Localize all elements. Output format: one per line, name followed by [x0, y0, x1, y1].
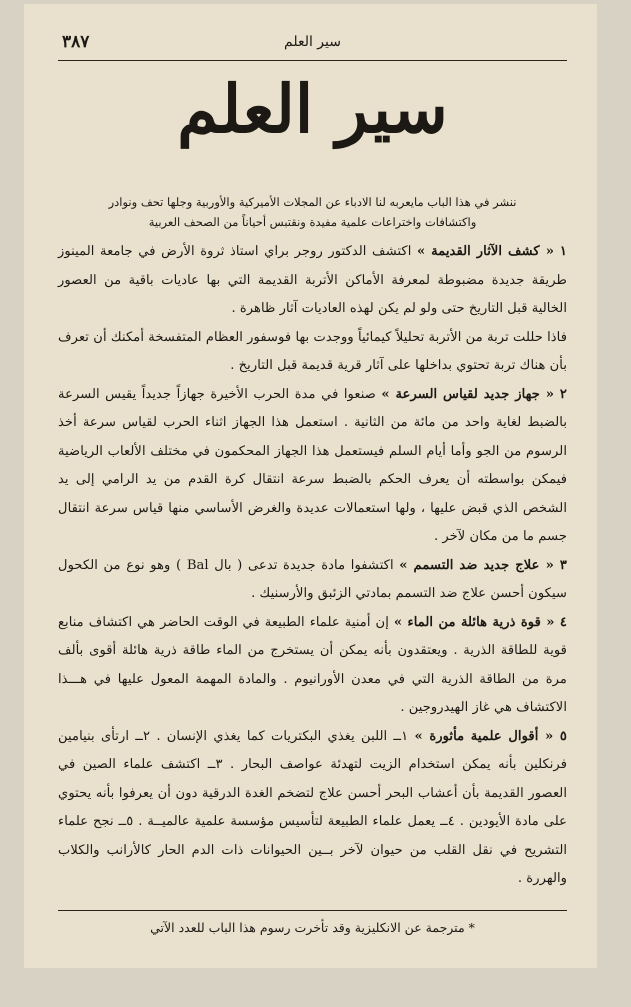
page-header: [58, 4, 567, 62]
section-logo-title: سير العلم: [177, 70, 448, 148]
footnote-rule: [58, 910, 567, 911]
paragraph-5-heading: ٤ « قوة ذرية هائلة من الماء »: [393, 614, 568, 630]
section-logo: [58, 62, 567, 192]
paragraph-3-heading: ٢ « جهاز جديد لقياس السرعة »: [381, 386, 567, 402]
article-body: [58, 238, 567, 894]
paragraph-5-text: إن أمنية علماء الطبيعة في الوقت الحاضر هي اكتشاف منابع قوية للطاقة الذرية . ويعتقدون بأنه يمكن أن يستخرج من الماء طاقة ذرية هائلة أقوى بألف مرة من الطاقة الذرية التي في معدن الأورانيوم . والمادة المهمة المعول عليها في هـــذا الاكتشاف هي غاز الهيدروجين .: [58, 614, 567, 715]
paragraph-6: [58, 723, 567, 894]
footnote: * مترجمة عن الانكليزية وقد تأخرت رسوم هذا الباب للعدد الآتي: [150, 919, 475, 935]
paragraph-1-heading: ١ « كشف الآثار القديمة »: [416, 244, 567, 259]
running-head: سير العلم: [284, 34, 341, 50]
section-intro: [58, 192, 567, 232]
paragraph-4-text: اكتشفوا مادة جديدة تدعى ( بال Bal ) وهو نوع من الكحول سيكون أحسن علاج ضد التسمم بمادتي الزئبق والأرسنيك .: [58, 557, 567, 601]
paragraph-6-text: ١ــ اللبن يغذي البكتريات كما يغذي الإنسان . ٢ــ ارتأى بنيامين فرنكلين بأنه يمكن استخدام الزيت لتهدئة عواصف البحار . ٣ــ اكتشف علماء الصين في العصور القديمة بأن أعشاب البحر أحسن علاج لتضخم الغدة الدرقية دون أن يعرفوا بأنه يحتوي على مادة الأيودين . ٤ــ يعمل علماء الطبيعة لتأسيس مؤسسة علمية عالميــة . ٥ــ نجح علماء التشريح في نقل القلب من حيوان لآخر بــين الحيوانات ذات الدم الحار كالأرانب والكلاب والهررة .: [58, 728, 567, 886]
intro-line-2: واكتشافات واختراعات علمية مفيدة ونقتبس أحياناً من الصحف العربية: [148, 215, 477, 229]
paragraph-4: [58, 552, 567, 609]
paragraph-6-heading: ٥ « أقوال علمية مأثورة »: [414, 728, 567, 744]
page-number: ٣٨٧: [62, 32, 90, 52]
paragraph-5: [58, 609, 567, 723]
paragraph-2: [58, 324, 567, 381]
paragraph-2-text: فاذا حللت تربة من الأتربة تحليلاً كيمائياً ووجدت بها فوسفور العظام المتفسخة أمكنك أن تعرف بأن هناك تربة تحتوي بداخلها على آثار قرية قديمة قبل التاريخ .: [58, 329, 567, 373]
paragraph-3-text: صنعوا في مدة الحرب الأخيرة جهازاً جديداً يقيس السرعة بالضبط لغاية واحد من مائة من الثانية . استعمل هذا الجهاز اثناء الحرب لقياس سرعة أخذ الرسوم من الجو وأما أيام السلم فيستعمل هذا الجهاز المحكمون في مختلف الألعاب الرياضية فيمكن بواسطته أن يعرف الحكم بالضبط سرعة انتقال كرة القدم من يد الرامي إلى يد الشخص الذي قبض عليها ، ولها استعمالات عديدة والغرض الأساسي منها قياس سرعة انتقال جسم ما من مكان لآخر .: [58, 386, 567, 544]
paragraph-1-text: اكتشف الدكتور روجر براي استاذ ثروة الأرض في جامعة المينوز طريقة جديدة مضبوطة لمعرفة الأماكن الأتربة القديمة التي بها عاديات باقية من العصور الخالية قبل التاريخ حتى ولو لم يكن لهذه العاديات آثار ظاهرة .: [58, 244, 567, 316]
paragraph-1: [58, 238, 567, 324]
paragraph-4-heading: ٣ « علاج جديد ضد التسمم »: [399, 557, 567, 573]
paragraph-3: [58, 381, 567, 552]
book-page: [24, 4, 597, 968]
intro-line-1: ننشر في هذا الباب مايعربه لنا الادباء عن المجلات الأميركية والأوربية وجلها تحف ونوادر: [108, 195, 517, 209]
header-rule: [58, 60, 567, 61]
